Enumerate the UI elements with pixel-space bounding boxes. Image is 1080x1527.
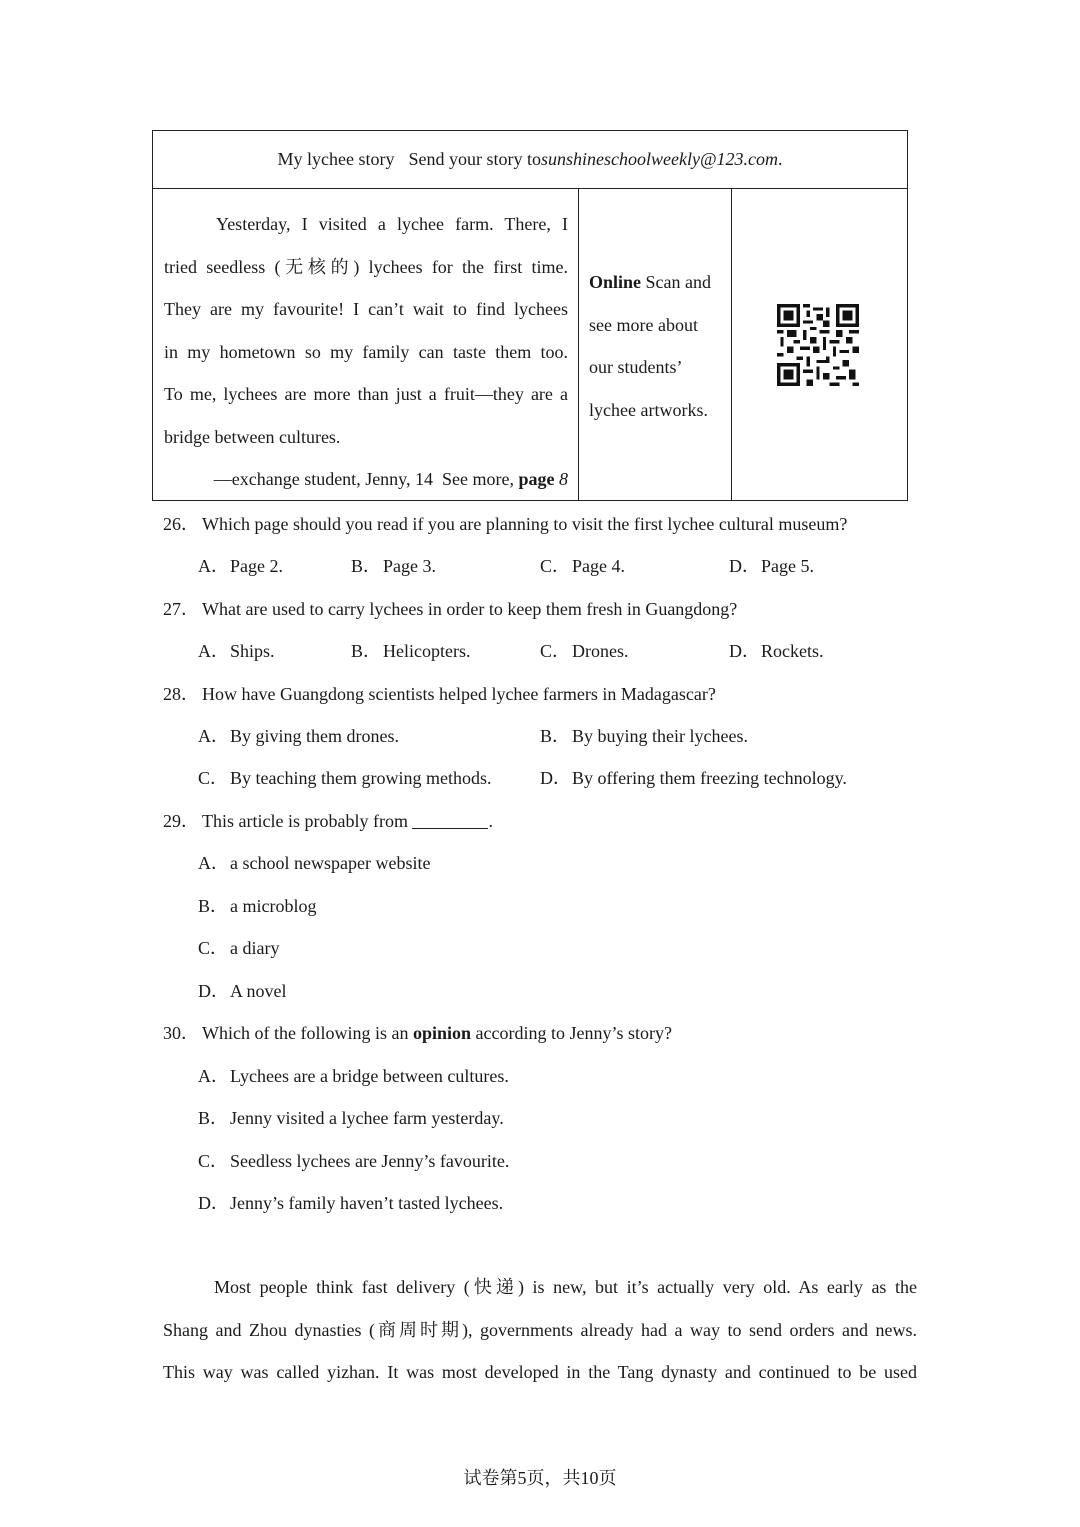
question-number: 30． [163,1023,199,1043]
question-text: What are used to carry lychees in order to keep them fresh in Guangdong? [202,599,738,619]
option-text: a diary [230,938,280,958]
option-letter: D． [729,641,760,661]
option-29-d[interactable] [198,979,287,1003]
option-text: Page 5. [761,556,814,576]
option-letter: D． [198,981,229,1001]
option-28-d[interactable] [540,766,847,790]
question-number: 29． [163,811,199,831]
option-letter: D． [729,556,760,576]
story-line: in my hometown so my family can taste them too. [164,341,568,362]
online-text: lychee artworks. [589,399,708,420]
option-30-c[interactable] [198,1149,509,1173]
option-text: Page 4. [572,556,625,576]
option-letter: A． [198,1066,229,1086]
answer-blank[interactable] [412,812,488,829]
option-26-b[interactable] [351,554,436,578]
story-header-send: Send your story to [408,149,541,169]
option-letter: B． [540,726,571,746]
question-29 [163,809,493,833]
question-text-end: . [488,811,493,831]
story-header-email: sunshineschoolweekly@123.com [540,149,778,169]
option-text: Jenny’s family haven’t tasted lychees. [230,1193,504,1213]
option-text: Page 2. [230,556,283,576]
option-letter: C． [198,938,229,958]
option-text: Drones. [572,641,629,661]
option-26-d[interactable] [729,554,814,578]
option-text: a microblog [230,896,317,916]
option-letter: A． [198,853,229,873]
story-box [152,130,908,501]
story-line: Yesterday, I visited a lychee farm. There, I [216,214,568,234]
option-text: Seedless lychees are Jenny’s favourite. [230,1151,510,1171]
qr-code-icon[interactable] [777,304,859,386]
option-30-a[interactable] [198,1064,509,1088]
option-26-c[interactable] [540,554,625,578]
option-27-b[interactable] [351,639,470,663]
option-letter: B． [198,896,229,916]
story-line: To me, lychees are more than just a fruit—they are a [164,384,568,404]
option-29-a[interactable] [198,851,430,875]
option-letter: B． [351,556,382,576]
question-text: according to Jenny’s story? [471,1023,672,1043]
online-label: Online [589,272,642,292]
option-text: Ships. [230,641,275,661]
option-text: A novel [230,981,287,1001]
story-header-title: My lychee story [277,149,395,169]
option-text: Page 3. [383,556,436,576]
reading-passage [163,1266,917,1394]
option-29-c[interactable] [198,936,279,960]
option-28-b[interactable] [540,724,748,748]
option-26-a[interactable] [198,554,283,578]
question-27 [163,597,737,621]
story-signature [164,458,568,501]
option-letter: A． [198,726,229,746]
option-letter: D． [198,1193,229,1213]
option-27-c[interactable] [540,639,629,663]
page-number: 8 [559,469,568,489]
option-letter: C． [540,556,571,576]
question-30 [163,1021,672,1045]
option-text: By giving them drones. [230,726,399,746]
story-header [153,131,907,189]
option-text: By offering them freezing technology. [572,768,847,788]
story-line: They are my favourite! I can’t wait to find lychees [164,299,568,319]
question-number: 27． [163,599,199,619]
option-30-d[interactable] [198,1191,503,1215]
question-text: Which page should you read if you are planning to visit the first lychee cultural museum? [202,514,848,534]
option-letter: D． [540,768,571,788]
option-27-d[interactable] [729,639,824,663]
page-footer: 试卷第5页，共10页 [463,1468,617,1488]
question-number: 28． [163,684,199,704]
question-text: Which of the following is an [202,1023,413,1043]
option-text: Lychees are a bridge between cultures. [230,1066,509,1086]
online-text: see more about [589,314,698,335]
qr-column [732,189,907,500]
option-letter: A． [198,556,229,576]
option-letter: B． [198,1108,229,1128]
option-text: Rockets. [761,641,824,661]
option-letter: C． [198,1151,229,1171]
option-text: a school newspaper website [230,853,431,873]
story-line: tried seedless (无核的) lychees for the first time. [164,256,568,277]
signature-text: —exchange student, Jenny, 14 [213,469,434,489]
option-text: By buying their lychees. [572,726,748,746]
question-28 [163,682,716,706]
option-text: Jenny visited a lychee farm yesterday. [230,1108,504,1128]
option-28-c[interactable] [198,766,491,790]
option-27-a[interactable] [198,639,275,663]
see-more-text: See more, [442,469,519,489]
option-30-b[interactable] [198,1106,504,1130]
question-text: This article is probably from [202,811,413,831]
option-29-b[interactable] [198,894,316,918]
question-26 [163,512,847,536]
jenny-story [153,189,579,500]
question-text: How have Guangdong scientists helped lychee farmers in Madagascar? [202,684,716,704]
online-column [579,189,732,500]
online-text: our students’ [589,357,683,377]
option-text: Helicopters. [383,641,471,661]
passage-line: Shang and Zhou dynasties (商周时期), governments already had a way to send orders and news. [163,1319,917,1340]
option-letter: C． [540,641,571,661]
option-letter: C． [198,768,229,788]
passage-line: Most people think fast delivery (快递) is new, but it’s actually very old. As early as the [214,1277,917,1297]
online-text: Scan and [641,272,711,292]
option-28-a[interactable] [198,724,399,748]
page-word: page [518,469,555,489]
question-number: 26． [163,514,199,534]
option-letter: A． [198,641,229,661]
option-letter: B． [351,641,382,661]
option-text: By teaching them growing methods. [230,768,492,788]
question-text-bold: opinion [412,1023,472,1043]
story-line: bridge between cultures. [164,426,341,447]
story-header-end: . [778,149,783,169]
passage-line: This way was called yizhan. It was most developed in the Tang dynasty and continued to be used [163,1362,917,1382]
